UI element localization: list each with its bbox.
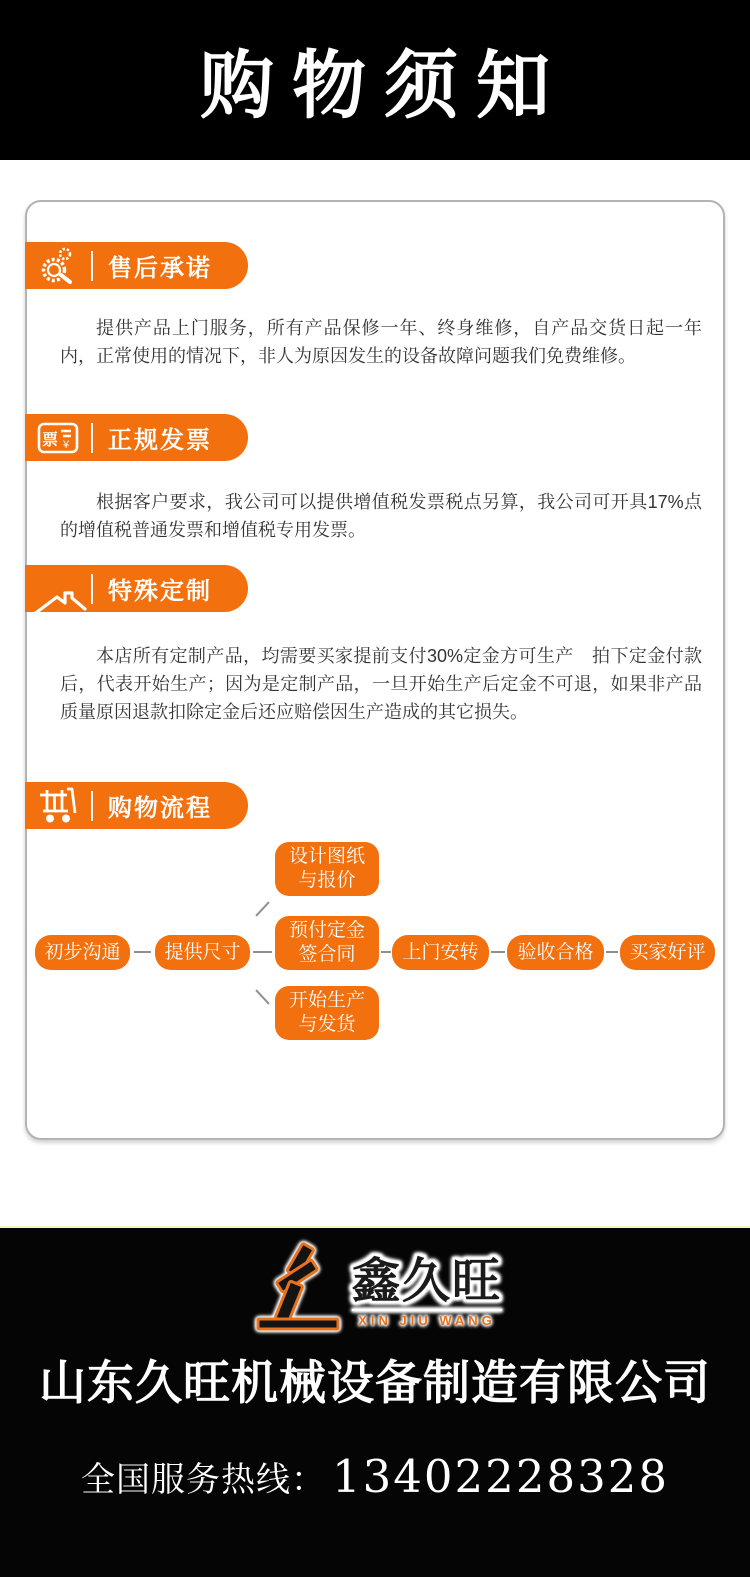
flow-step-label: 初步沟通 <box>44 941 121 963</box>
after-sales-text: 提供产品上门服务，所有产品保修一年、终身维修，自产品交货日起一年内，正常使用的情况下，非人为原因发生的设备故障问题我们免费维修。 <box>60 318 702 366</box>
notice-card <box>25 200 725 1140</box>
flow-step-acceptance <box>507 935 604 970</box>
custom-badge-label: 特殊定制 <box>108 578 212 605</box>
flow-branch-line: 与发货 <box>298 1014 356 1035</box>
svg-text:票: 票 <box>41 431 59 449</box>
flow-branch-design-quote <box>275 842 379 896</box>
flow-connector <box>134 951 151 953</box>
badge-divider <box>91 574 93 604</box>
hotline-number: 13402228328 <box>332 1450 669 1503</box>
logo-chinese-text: 鑫久旺 <box>351 1255 502 1308</box>
logo-text-block <box>351 1255 502 1334</box>
flow-step-label: 上门安转 <box>402 941 479 963</box>
flow-connector-diagonal-down <box>255 989 269 1004</box>
custom-text: 本店所有定制产品，均需要买家提前支付30%定金方可生产 拍下定金付款后，代表开始生产；因为是定制产品，一旦开始生产后定金不可退，如果非产品质量原因退款扣除定金后还应赔偿因生产造成的其它损失。 <box>60 646 702 722</box>
gear-wrench-icon <box>25 242 91 289</box>
cart-icon <box>25 782 91 829</box>
flow-branch-production-shipping <box>275 986 379 1040</box>
flow-connector-diagonal-up <box>255 901 269 916</box>
invoice-badge-label: 正规发票 <box>108 427 212 454</box>
top-banner <box>0 0 750 160</box>
invoice-text: 根据客户要求，我公司可以提供增值税发票税点另算，我公司可开具17%点的增值税普通发票和增值税专用发票。 <box>60 492 702 540</box>
hotline <box>0 1450 750 1503</box>
after-sales-badge <box>25 242 248 289</box>
invoice-icon <box>25 414 91 461</box>
flow-step-label: 提供尺寸 <box>164 941 241 963</box>
flow-branch-line: 预付定金 <box>288 920 365 941</box>
flow-connector <box>253 951 272 953</box>
flow-branch-line: 签合同 <box>298 944 356 965</box>
hotline-label: 全国服务热线： <box>81 1461 327 1499</box>
footer <box>0 1226 750 1577</box>
company-name: 山东久旺机械设备制造有限公司 <box>39 1356 711 1409</box>
flow-step-label: 买家好评 <box>629 941 706 963</box>
flow-step-initial-contact <box>35 935 130 970</box>
custom-badge <box>25 565 248 612</box>
flow-connector <box>491 951 505 953</box>
invoice-badge <box>25 414 248 461</box>
flow-step-label: 验收合格 <box>517 941 594 963</box>
flow-connector <box>381 951 391 953</box>
logo-latin-text: XIN JIU WANG <box>352 1309 502 1328</box>
flow-step-onsite-install <box>392 935 489 970</box>
badge-divider <box>91 423 93 453</box>
flow-branch-line: 开始生产 <box>288 990 365 1011</box>
after-sales-badge-label: 售后承诺 <box>108 255 212 282</box>
badge-divider <box>91 791 93 821</box>
svg-text:¥: ¥ <box>62 438 70 451</box>
page-title: 购物须知 <box>200 44 568 127</box>
company-logo <box>0 1242 750 1334</box>
house-icon <box>25 565 91 612</box>
badge-divider <box>91 251 93 281</box>
process-badge-label: 购物流程 <box>108 795 212 822</box>
logo-symbol <box>248 1242 348 1334</box>
flow-branch-deposit-contract <box>275 916 379 970</box>
flow-branch-line: 设计图纸 <box>288 846 365 867</box>
flow-connector <box>606 951 618 953</box>
flow-branch-line: 与报价 <box>298 870 356 891</box>
flow-step-provide-dimensions <box>155 935 250 970</box>
flow-step-good-review <box>620 935 715 970</box>
process-badge <box>25 782 248 829</box>
